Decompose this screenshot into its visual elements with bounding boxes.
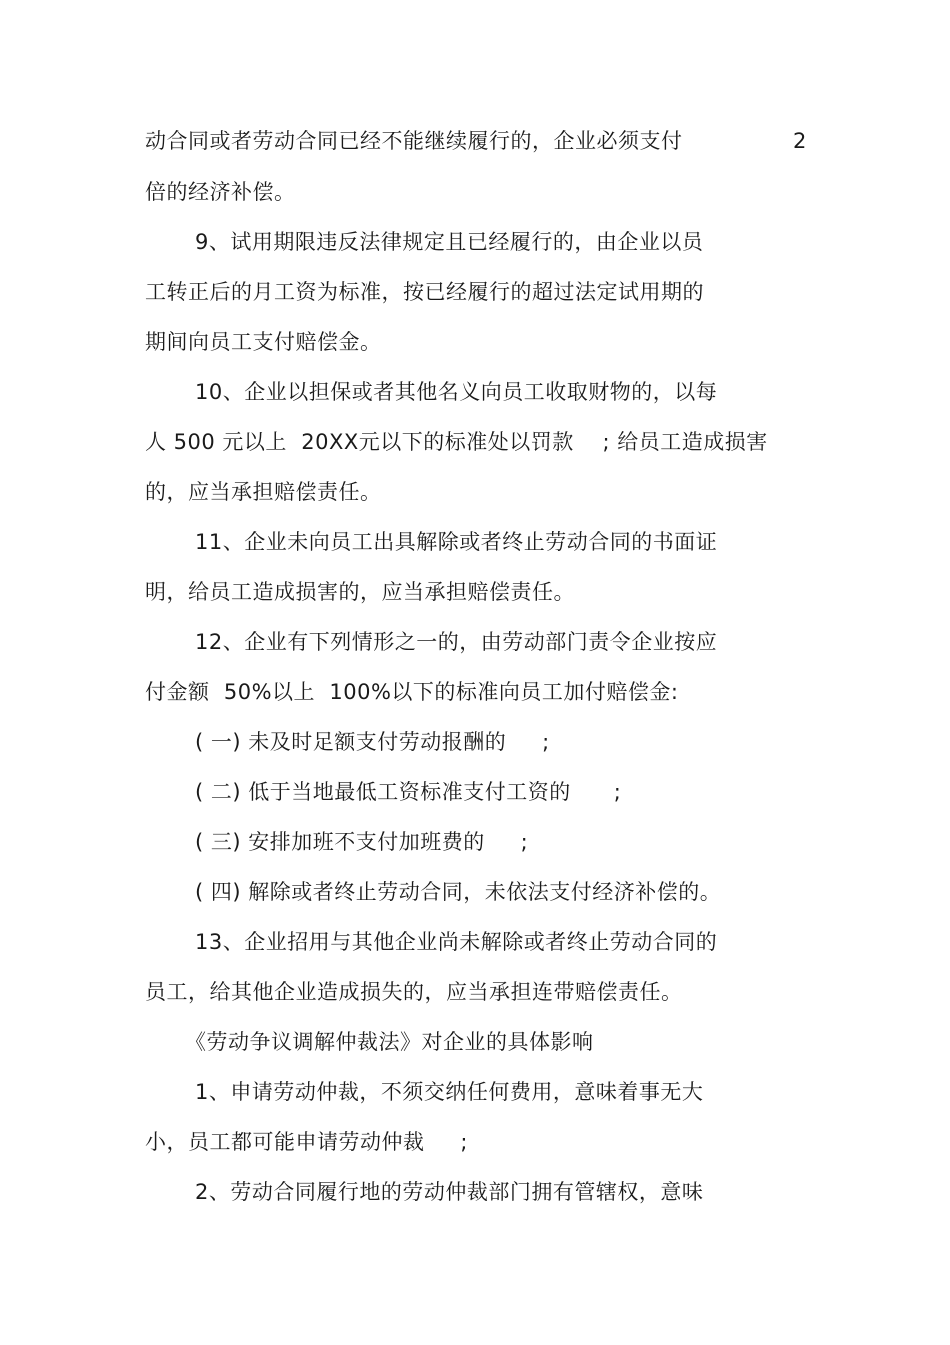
text-line-6: 10、企业以担保或者其他名义向员工收取财物的，以每 <box>195 380 718 404</box>
text-line-3: 9、试用期限违反法律规定且已经履行的，由企业以员 <box>195 230 704 254</box>
line-end-number: 2 <box>793 129 807 153</box>
text-line-14: ( 二) 低于当地最低工资标准支付工资的 ; <box>195 780 622 804</box>
text-line-15: ( 三) 安排加班不支付加班费的 ; <box>195 830 529 854</box>
text-line-17: 13、企业招用与其他企业尚未解除或者终止劳动合同的 <box>195 930 718 954</box>
text-line-1: 动合同或者劳动合同已经不能继续履行的，企业必须支付 <box>145 129 683 153</box>
text-line-10: 明，给员工造成损害的，应当承担赔偿责任。 <box>145 580 575 604</box>
text-line-2: 倍的经济补偿。 <box>145 180 296 204</box>
text-line-9: 11、企业未向员工出具解除或者终止劳动合同的书面证 <box>195 530 718 554</box>
text-line-4: 工转正后的月工资为标准，按已经履行的超过法定试用期的 <box>145 280 704 304</box>
text-line-5: 期间向员工支付赔偿金。 <box>145 330 382 354</box>
text-line-8: 的，应当承担赔偿责任。 <box>145 480 382 504</box>
text-line-11: 12、企业有下列情形之一的，由劳动部门责令企业按应 <box>195 630 718 654</box>
text-line-13: ( 一) 未及时足额支付劳动报酬的 ; <box>195 730 550 754</box>
text-line-22: 2、劳动合同履行地的劳动仲裁部门拥有管辖权，意味 <box>195 1180 704 1204</box>
text-line-20: 1、申请劳动仲裁，不须交纳任何费用，意味着事无大 <box>195 1080 704 1104</box>
text-line-18: 员工，给其他企业造成损失的，应当承担连带赔偿责任。 <box>145 980 683 1004</box>
section-heading: 《劳动争议调解仲裁法》对企业的具体影响 <box>185 1030 594 1054</box>
text-line-12: 付金额 50%以上 100%以下的标准向员工加付赔偿金: <box>145 680 679 704</box>
text-line-7: 人 500 元以上 20XX元以下的标准处以罚款 ; 给员工造成损害 <box>145 430 768 454</box>
text-line-21: 小，员工都可能申请劳动仲裁 ; <box>145 1130 468 1154</box>
text-line-16: ( 四) 解除或者终止劳动合同，未依法支付经济补偿的。 <box>195 880 722 904</box>
